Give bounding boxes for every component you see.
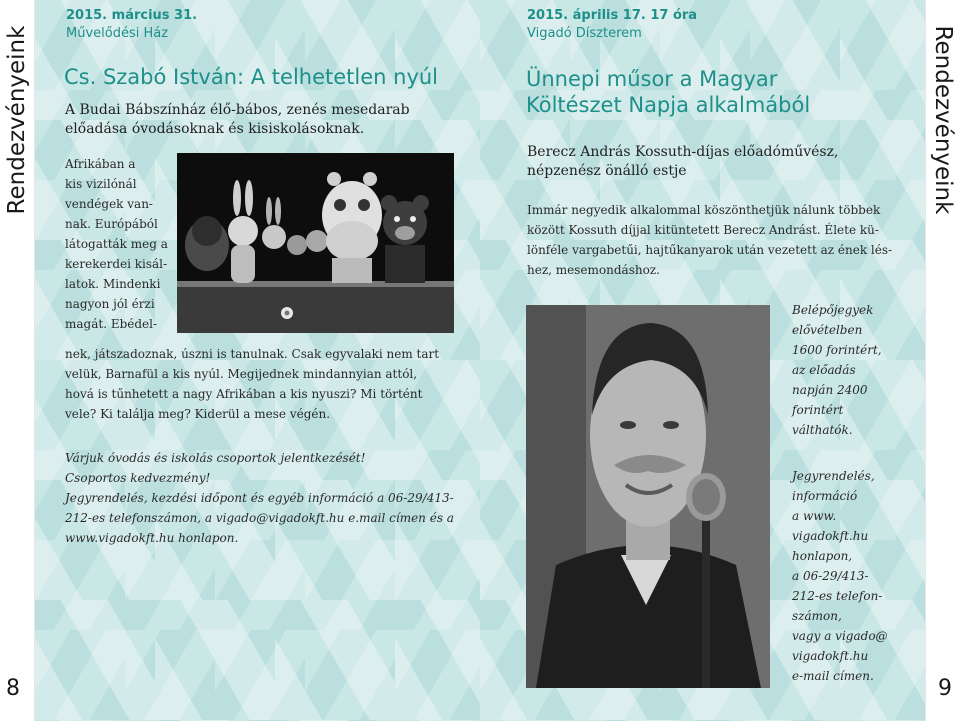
left-body-line: vele? Ki találja meg? Kiderül a mese végén. (65, 407, 331, 421)
left-page-number: 8 (6, 676, 20, 701)
right-lead-line: népzenész önálló estje (527, 163, 687, 179)
left-info-line: Jegyrendelés, kezdési időpont és egyéb információ a 06-29/413- (65, 491, 454, 505)
right-page-number: 9 (938, 676, 952, 701)
right-contact-info (792, 466, 907, 686)
left-body-line: kis vizilónál (65, 177, 137, 191)
left-body-line: Afrikában a (65, 157, 136, 171)
right-contact-line: vigadokft.hu (792, 529, 869, 543)
right-title-line: Költészet Napja alkalmából (526, 93, 811, 117)
left-body-line: kerekerdei kisál- (65, 257, 168, 271)
left-body-line: hová is tűnhetett a nagy Afrikában a kis nyuszi? Mi történt (65, 387, 423, 401)
left-event-venue: Művelődési Ház (66, 26, 169, 41)
right-tickets-line: válthatók. (792, 423, 853, 437)
right-tickets-line: forintért (792, 403, 844, 417)
right-title-line: Ünnepi műsor a Magyar (526, 67, 778, 91)
right-body-line: lönféle vargabetűi, hajtűkanyarok után vezetett az ének lés- (527, 243, 893, 257)
right-page (480, 0, 960, 721)
right-lead (527, 143, 917, 181)
left-body-line: vendégek van- (65, 197, 153, 211)
left-info-line: Várjuk óvodás és iskolás csoportok jelentkezését! (65, 451, 366, 465)
right-body-line: között Kossuth díjjal kitüntetett Berecz Andrást. Élete kü- (527, 223, 879, 237)
left-lead-line: A Budai Bábszínház élő-bábos, zenés mesedarab (65, 102, 410, 118)
right-tickets-line: napján 2400 (792, 383, 868, 397)
left-info-line: Csoportos kedvezmény! (65, 471, 211, 485)
right-event-title (526, 66, 916, 118)
left-body-line: velük, Barnafül a kis nyúl. Megijednek mindannyian attól, (65, 367, 418, 381)
right-contact-line: a 06-29/413- (792, 569, 869, 583)
left-info-italic (65, 448, 465, 548)
right-body-line: Immár negyedik alkalommal köszönthetjük nálunk többek (527, 203, 881, 217)
right-contact-line: számon, (792, 609, 842, 623)
right-tickets-line: az előadás (792, 363, 856, 377)
right-tickets-line: elővételben (792, 323, 863, 337)
right-tickets-info (792, 300, 902, 440)
portrait-photo (526, 305, 770, 688)
left-body-line: nagyon jól érzi (65, 297, 155, 311)
right-contact-line: honlapon, (792, 549, 853, 563)
left-info-line: 212-es telefonszámon, a vigado@vigadokft.hu e.mail címen és a (65, 511, 454, 525)
left-side-strip (0, 0, 35, 721)
left-lead (65, 101, 465, 139)
left-body-narrow (65, 154, 175, 334)
right-contact-line: vigadokft.hu (792, 649, 869, 663)
right-tickets-line: Belépőjegyek (792, 303, 874, 317)
left-lead-line: előadása óvodásoknak és kisiskolásoknak. (65, 121, 365, 137)
left-event-title: Cs. Szabó István: A telhetetlen nyúl (64, 65, 439, 89)
left-body-line: nak. Európából (65, 217, 158, 231)
left-body-line: latok. Mindenki (65, 277, 161, 291)
left-info-line: www.vigadokft.hu honlapon. (65, 531, 239, 545)
right-side-strip (925, 0, 960, 721)
right-tickets-line: 1600 forintért, (792, 343, 882, 357)
portrait-illustration (526, 305, 770, 688)
left-body-line: nek, játszadoznak, úszni is tanulnak. Csak egyvalaki nem tart (65, 347, 440, 361)
right-lead-line: Berecz András Kossuth-díjas előadóművész, (527, 144, 839, 160)
left-side-label: Rendezvényeink (4, 25, 30, 215)
right-side-label: Rendezvényeink (930, 25, 956, 215)
left-body-wide (65, 344, 465, 424)
right-event-venue: Vigadó Díszterem (527, 26, 642, 41)
puppets-illustration (177, 153, 454, 333)
right-contact-line: e-mail címen. (792, 669, 874, 683)
left-body-line: magát. Ebédel- (65, 317, 158, 331)
left-event-date: 2015. március 31. (66, 8, 198, 23)
right-body-line: hez, mesemondáshoz. (527, 263, 660, 277)
puppets-photo (177, 153, 454, 333)
right-body (527, 200, 922, 280)
right-contact-line: 212-es telefon- (792, 589, 883, 603)
right-contact-line: információ (792, 489, 858, 503)
right-event-date: 2015. április 17. 17 óra (527, 8, 698, 23)
left-body-line: látogatták meg a (65, 237, 168, 251)
right-contact-line: Jegyrendelés, (792, 469, 875, 483)
right-contact-line: vagy a vigado@ (792, 629, 888, 643)
right-contact-line: a www. (792, 509, 837, 523)
